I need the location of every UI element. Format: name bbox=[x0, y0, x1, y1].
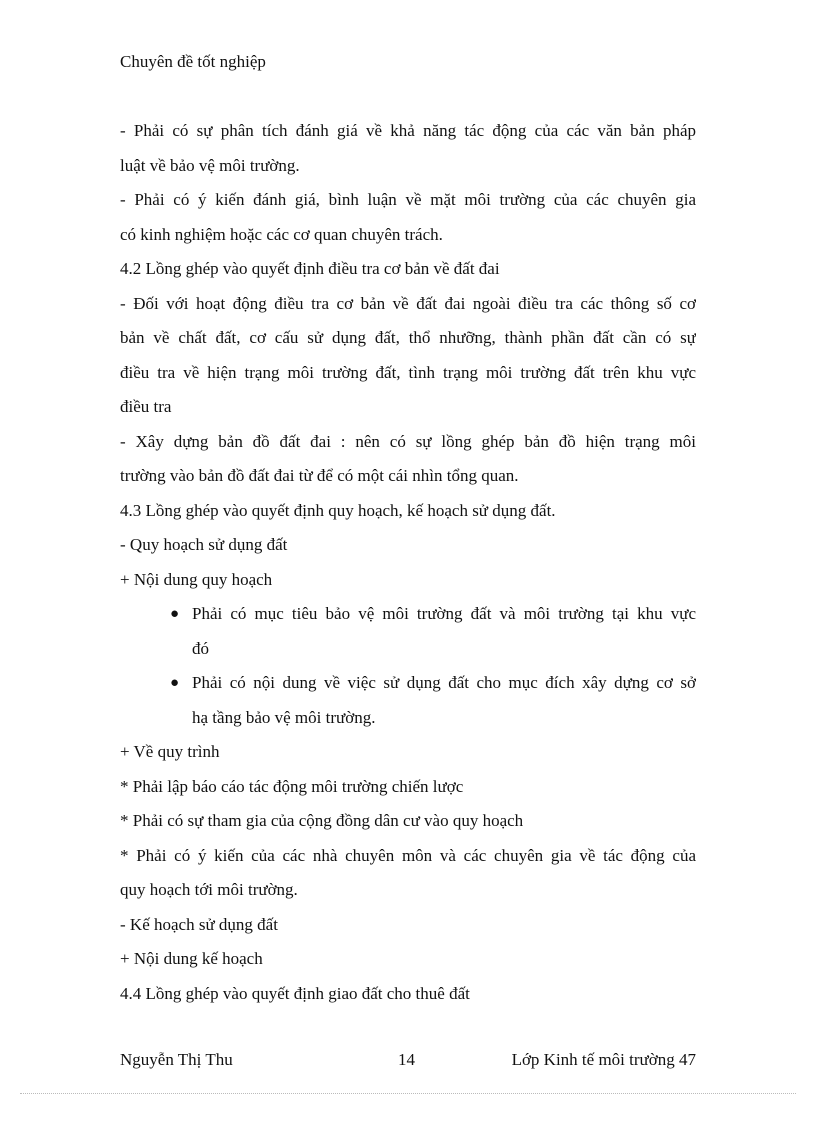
paragraph-line: quy hoạch tới môi trường. bbox=[120, 880, 298, 899]
bullet-item bbox=[120, 666, 696, 701]
section-heading-4-4: 4.4 Lồng ghép vào quyết định giao đất cho thuê đất bbox=[120, 983, 470, 1003]
list-item: * Phải có ý kiến của các nhà chuyên môn và các chuyên gia về tác động của bbox=[120, 845, 696, 865]
paragraph-line: luật về bảo vệ môi trường. bbox=[120, 155, 300, 175]
page-header-title: Chuyên đề tốt nghiệp bbox=[120, 52, 266, 71]
bullet-continuation: đó bbox=[192, 638, 209, 658]
paragraph-line: bản về chất đất, cơ cấu sử dụng đất, thổ nhưỡng, thành phần đất cần có sự bbox=[120, 328, 696, 347]
paragraph-line: điều tra về hiện trạng môi trường đất, tình trạng môi trường đất trên khu vực bbox=[120, 362, 696, 382]
list-item: * Phải có sự tham gia của cộng đồng dân cư vào quy hoạch bbox=[120, 811, 524, 830]
footer-page-number: 14 bbox=[398, 1050, 415, 1069]
page-footer bbox=[120, 1050, 696, 1074]
section-heading-4-2: 4.2 Lồng ghép vào quyết định điều tra cơ bản về đất đai bbox=[120, 259, 500, 278]
paragraph-line: điều tra bbox=[120, 397, 172, 416]
list-item: + Nội dung quy hoạch bbox=[120, 569, 273, 589]
bullet-icon: ● bbox=[170, 675, 180, 691]
paragraph-line: - Phải có ý kiến đánh giá, bình luận về mặt môi trường của các chuyên gia bbox=[120, 190, 696, 209]
bullet-item bbox=[120, 597, 696, 632]
list-item: - Kế hoạch sử dụng đất bbox=[120, 914, 278, 934]
footer-author: Nguyễn Thị Thu bbox=[120, 1050, 233, 1069]
bullet-text: Phải có mục tiêu bảo vệ môi trường đất và môi trường tại khu vực bbox=[192, 604, 696, 623]
bullet-text: Phải có nội dung về việc sử dụng đất cho mục đích xây dựng cơ sở bbox=[192, 673, 696, 692]
bullet-continuation: hạ tầng bảo vệ môi trường. bbox=[192, 707, 376, 727]
list-item: - Quy hoạch sử dụng đất bbox=[120, 535, 288, 554]
paragraph-line: - Phải có sự phân tích đánh giá về khả năng tác động của các văn bản pháp bbox=[120, 121, 696, 140]
footer-class-name: Lớp Kinh tế môi trường 47 bbox=[511, 1050, 696, 1069]
paragraph-line: - Xây dựng bản đồ đất đai : nên có sự lồng ghép bản đồ hiện trạng môi bbox=[120, 431, 696, 451]
bullet-icon: ● bbox=[170, 606, 180, 622]
list-item: * Phải lập báo cáo tác động môi trường chiến lược bbox=[120, 776, 464, 796]
paragraph-line: trường vào bản đồ đất đai từ để có một cái nhìn tổng quan. bbox=[120, 466, 519, 485]
list-item: + Nội dung kế hoạch bbox=[120, 949, 263, 968]
page-bottom-divider bbox=[20, 1093, 796, 1094]
list-item: + Về quy trình bbox=[120, 742, 220, 761]
document-body bbox=[120, 114, 696, 1011]
paragraph-line: - Đối với hoạt động điều tra cơ bản về đất đai ngoài điều tra các thông số cơ bbox=[120, 293, 696, 313]
section-heading-4-3: 4.3 Lồng ghép vào quyết định quy hoạch, kế hoạch sử dụng đất. bbox=[120, 500, 556, 520]
paragraph-line: có kinh nghiệm hoặc các cơ quan chuyên trách. bbox=[120, 224, 443, 244]
